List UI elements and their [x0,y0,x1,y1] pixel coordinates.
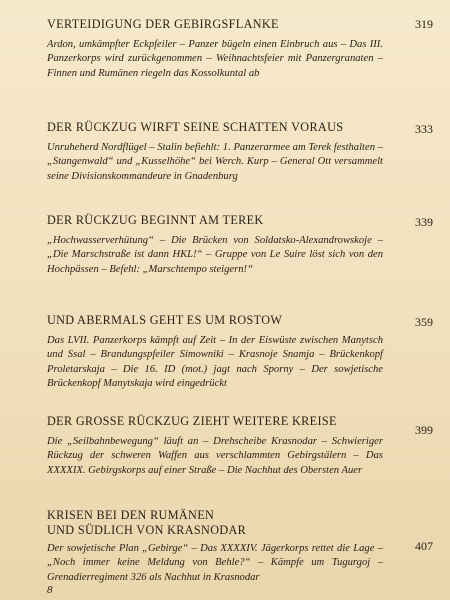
toc-entry [47,313,433,392]
toc-page-number: 407 [415,539,433,553]
toc-entry-title [47,414,405,429]
toc-entry-title [47,508,405,538]
toc-page-number: 399 [415,423,433,437]
toc-entry-title-line: DER RÜCKZUG BEGINNT AM TEREK [47,213,264,227]
toc-entry-title-line: DER GROSSE RÜCKZUG ZIEHT WEITERE KREISE [47,414,337,428]
toc-entry [47,17,433,81]
toc-page-number: 319 [415,17,433,31]
toc-entry-title-line: VERTEIDIGUNG DER GEBIRGSFLANKE [47,17,279,31]
toc-entry-title-line: KRISEN BEI DEN RUMÄNEN [47,508,215,522]
folio-page-number: 8 [47,584,53,596]
toc-page-number: 339 [415,215,433,229]
toc-entry-summary: Das LVII. Panzerkorps kämpft auf Zeit – In der Eiswüste zwischen Manytsch und Ssal – Brandungspfeiler Simowniki – Krasnoje Snamja – Brückenkopf Proletarskaja – Die 16. ID (mot.) jagt nach Sporny – Der sowjetische Brückenkopf Manytskaja wird eingedrückt [47,335,383,390]
toc-entry-title-line: UND SÜDLICH VON KRASNODAR [47,523,247,537]
toc-entry [47,120,433,184]
toc-entry-title [47,313,405,328]
toc-entry-summary: Die „Seilbahnbewegung“ läuft an – Drehscheibe Krasnodar – Schwieriger Rückzug der schweren Waffen aus verschlammten Gebirgstälern – Das XXXXIX. Gebirgskorps auf einer Straße – Die Nachhut des Obersten Auer [47,436,383,476]
toc-entry [47,508,433,585]
toc-page-number: 333 [415,122,433,136]
toc-entry [47,213,433,277]
toc-entry-title [47,213,405,228]
toc-entry-summary: Der sowjetische Plan „Gebirge“ – Das XXXXIV. Jägerkorps rettet die Lage – „Noch immer keine Meldung von Behle?“ – Kämpfe um Tugurgoj – Grenadierregiment 326 als Nachhut in Krasnodar [47,543,383,583]
toc-entry-summary: Unruheherd Nordflügel – Stalin befiehlt: 1. Panzerarmee am Terek festhalten – „Stangenwald“ und „Kusselhöhe“ bei Werch. Kurp – General Ott versammelt seine Divisionskommandeure in Gnadenburg [47,142,383,182]
toc-page-number: 359 [415,315,433,329]
toc-entry-title-line: DER RÜCKZUG WIRFT SEINE SCHATTEN VORAUS [47,120,344,134]
toc-entry [47,414,433,478]
toc-entry-summary: Ardon, umkämpfter Eckpfeiler – Panzer bügeln einen Einbruch aus – Das III. Panzerkorps wird zurückgenommen – Weihnachtsfeier mit Panzergranaten – Finnen und Rumänen riegeln das Kossolkuntal ab [47,39,383,79]
toc-entry-title [47,17,405,32]
toc-entry-title [47,120,405,135]
toc-entry-title-line: UND ABERMALS GEHT ES UM ROSTOW [47,313,283,327]
toc-entry-summary: „Hochwasserverhütung“ – Die Brücken von Soldatsko-Alexandrowskoje – „Die Marschstraße ist dann HKL!“ – Gruppe von Le Suire löst sich von den Hochpässen – Befehl: „Marschtempo steigern!“ [47,235,383,275]
